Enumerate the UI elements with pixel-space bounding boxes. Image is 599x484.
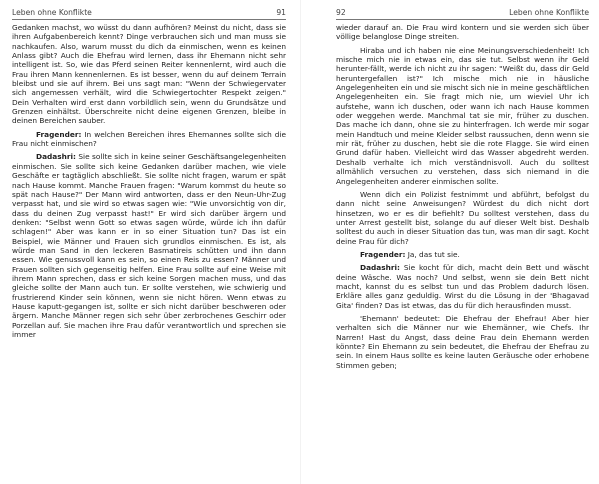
paragraph-text: Sie kocht für dich, macht dein Bett und wäscht deine Wäsche. Was noch? Und selbst, wenn sie dein Bett nicht macht, kannst du es selbst tun und das Problem dadurch lösen. Erkläre alles ganz geduldig. Wirst du die Lösung in der 'Bhagavad Gita' finden? Das ist etwas, das du für dich herausfinden musst. [336,263,589,310]
paragraph [336,314,589,370]
paragraph-text: wieder darauf an. Die Frau wird kontern und sie werden sich über völlige belanglose Dinge streiten. [336,23,589,42]
paragraph [12,152,286,339]
page-body [12,23,286,339]
paragraph [336,263,589,310]
paragraph [336,190,589,246]
running-title: Leben ohne Konflikte [509,8,589,17]
paragraph-text: Gedanken machst, wo wüsst du dann aufhören? Meinst du nicht, dass sie ihren Aufgabenbereich kennt? Dinge verbrauchen sich und man muss sie nachkaufen. Also, warum musst du dich da einmischen, wenn es keinen Anlass gibt? Auch die Ehefrau wird lernen, dass ihr Ehemann nicht sehr intelligent ist. So, wie das Pferd seinen Reiter kennenlernt, wird auch die Frau ihren Mann kennenlernen. Es ist besser, wenn du auf deinem Terrain bleibst und sie auf ihrem. Bei uns sagt man: "Wenn der Schwiegervater sich angemessen verhält, wird die Schwiegertochter Respekt zeigen." Dein Verhalten wird erst dann vorbildlich sein, wenn du Grundsätze und Grenzen einhältst. Überschreite nicht deine eigenen Grenzen, bleibe in deinen Bereichen sauber. [12,23,286,126]
speaker-label: Fragender: [36,129,82,139]
page-number: 91 [276,8,286,17]
paragraph [336,46,589,186]
paragraph-text: Sie sollte sich in keine seiner Geschäftsangelegenheiten einmischen. Sie sollte sich keine Gedanken darüber machen, wie viele Geschäfte er tagtäglich abschließt. Sie sollte nicht fragen, warum er spät nach Hause kommt. Manche Frauen fragen: "Warum kommst du heute so spät nach Hause?" Der Mann wird antworten, dass er den Neun-Uhr-Zug verpasst hat, und sie wird so etwas sagen wie: "Wie unvorsichtig von dir, dass du deinen Zug verpasst hast!" Er wird sich darüber ärgern und denken: "Selbst wenn Gott so etwas sagen würde, würde ich ihn dafür schlagen!" Aber was kann er in so einer Situation tun? Das ist ein Beispiel, wie Männer und Frauen sich grundlos einmischen. Es ist, als würde man Sand in den leckeren Basmatireis schütten und ihn dann essen. Wie genussvoll kann es sein, so einen Reis zu essen? Männer und Frauen sollten sich gegenseitig helfen. Eine Frau sollte auf eine Weise mit ihrem Mann sprechen, dass er sich keine Sorgen machen muss, und das gleiche sollte der Mann auch tun. Er sollte verstehen, wie schwierig und frustrierend Kinder sein können, wenn sie nicht hören. Wenn etwas zu Hause kaputt-gegangen ist, sollte er sich nicht darüber beschweren oder ärgern. Manche Männer regen sich sehr über zerbrochenes Geschirr oder Porzellan auf. Sie machen ihre Frau dafür verantwortlich und sprechen sie immer [12,152,286,339]
paragraph [336,23,589,42]
speaker-label: Dadashri: [36,152,76,162]
speaker-label: Fragender: [360,249,406,259]
paragraph-text: Hiraba und ich haben nie eine Meinungsverschiedenheit! Ich mische mich nie in etwas ein, das sie tut. Selbst wenn ihr Geld herunter-fällt, werde ich nicht zu ihr sagen: "Weißt du, dass dir Geld heruntergefallen ist?" Ich mische mich nie in häusliche Angelegenheiten ein und sie mischt sich nie in meine geschäftlichen Angelegenheiten ein. Sie fragt mich nie, um wieviel Uhr ich aufstehe, wann ich duschen, oder wann ich nach Hause kommen oder weggehen werde. Manchmal tat sie mir, früher zu duschen. Das mache ich dann, ohne sie zu hinterfragen. Ich werde mir sogar mein Handtuch und meine Kleider selbst raussuchen, denn wenn sie mir rät, früher zu duschen, hebt sie die rote Flagge. Sie wird einen Grund dafür haben. Vielleicht wird das Wasser abgedreht werden. Deshalb verhalte ich mich verständnisvoll. Auch du solltest allmählich versuchen zu verstehen, dass sich niemand in die Angelegenheiten anderer einmischen sollte. [336,45,589,186]
paragraph [12,23,286,126]
page-header [336,8,589,20]
paragraph-text: In welchen Bereichen ihres Ehemannes sollte sich die Frau nicht einmischen? [12,129,286,149]
paragraph [336,250,589,259]
paragraph-text: Ja, das tut sie. [405,249,460,259]
paragraph [12,130,286,149]
paragraph-text: Wenn dich ein Polizist festnimmt und abführt, befolgst du dann nicht seine Anweisungen? Würdest du dich nicht dort hinsetzen, wo er es dir befiehlt? Du solltest verstehen, dass du unter Arrest gestellt bist, solange du auf dieser Welt bist. Deshalb solltest du auch in dieser Situation das tun, was man dir sagt. Kocht deine Frau für dich? [336,189,589,246]
page-header [12,8,286,20]
running-title: Leben ohne Konflikte [12,8,92,17]
right-page [300,0,599,484]
page-body [336,23,589,370]
speaker-label: Dadashri: [360,263,400,273]
page-number: 92 [336,8,346,17]
paragraph-text: 'Ehemann' bedeutet: Die Ehefrau der Ehefrau! Aber hier verhalten sich die Männer nur wie Ehemänner, wie Chefs. Ihr Narren! Hast du Angst, dass deine Frau dein Ehemann werden könnte? Ein Ehemann zu sein bedeutet, die Ehefrau der Ehefrau zu sein. In einem Haus sollte es keine lauten Geräusche oder erhobene Stimmen geben; [336,313,589,370]
